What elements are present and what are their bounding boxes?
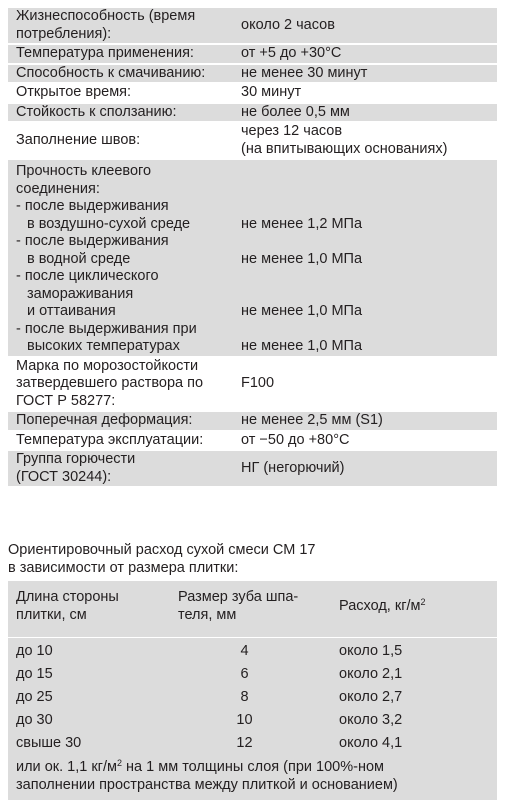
- property-row-open-time: [8, 84, 497, 102]
- property-value: через 12 часов (на впитывающих основаниях): [241, 123, 448, 157]
- property-row-service-temperature: [8, 432, 497, 450]
- header-divider: [8, 637, 497, 638]
- property-row-pot-life: [8, 8, 497, 43]
- property-value: около 2 часов: [241, 17, 335, 33]
- header-consumption-rate: Расход, $кг/м^2$: [339, 597, 426, 614]
- property-row-application-temperature: [8, 45, 497, 63]
- property-row-slip-resistance: [8, 104, 497, 122]
- property-value: не менее 1,2 МПа не менее 1,0 МПа не менее 1,0 МПа не менее 1,0 МПа: [241, 215, 363, 354]
- property-label: Заполнение швов:: [16, 132, 141, 148]
- property-row-frost-resistance: [8, 358, 497, 411]
- property-label: Стойкость к сползанию:: [16, 103, 177, 120]
- property-label: Поперечная деформация:: [16, 412, 193, 428]
- table-row: до 15 6 около 2,1: [16, 665, 403, 682]
- property-label: Температура применения:: [16, 45, 194, 61]
- property-label: Способность к смачиванию:: [16, 64, 206, 81]
- property-label: Группа горючести (ГОСТ 30244):: [16, 451, 136, 485]
- property-value: не более 0,5 мм: [241, 103, 350, 120]
- property-label: Жизнеспособность (время потребления):: [16, 8, 196, 42]
- table-row: свыше 30 12 около 4,1: [16, 734, 403, 751]
- consumption-table: [8, 581, 497, 800]
- header-trowel-tooth: Размер зуба шпа- теля, мм: [178, 589, 299, 623]
- property-row-joint-filling: [8, 123, 497, 158]
- property-value: не менее 2,5 мм (S1): [241, 412, 383, 428]
- property-value: от −50 до +80°C: [241, 431, 350, 448]
- property-value: F100: [241, 374, 275, 391]
- consumption-section: [8, 542, 497, 800]
- property-label: Марка по морозостойкости затвердевшего раствора по ГОСТ Р 58277:: [16, 357, 204, 409]
- table-row: до 30 10 около 3,2: [16, 711, 403, 728]
- property-row-transverse-deformation: [8, 412, 497, 430]
- properties-table: [8, 8, 497, 488]
- table-header: [8, 589, 497, 637]
- property-value: НГ (негорючий): [241, 460, 345, 476]
- property-label: Открытое время:: [16, 84, 132, 100]
- header-tile-side: Длина стороны плитки, см: [16, 589, 119, 623]
- consumption-note: или ок. 1,1 $кг/м^2$ на 1 мм толщины слоя (при 100%-ном заполнении пространства между плиткой и основанием): [16, 758, 398, 793]
- property-value: 30 минут: [241, 84, 302, 100]
- table-row: до 25 8 около 2,7: [16, 688, 403, 705]
- property-label: Температура эксплуатации:: [16, 431, 204, 448]
- consumption-title: Ориентировочный расход сухой смеси СМ 17 в зависимости от размера плитки:: [8, 542, 316, 576]
- property-value: не менее 30 минут: [241, 64, 368, 81]
- property-row-bond-strength: [8, 160, 497, 356]
- property-row-flammability: [8, 451, 497, 486]
- property-row-wetting-ability: [8, 65, 497, 83]
- table-row: до 10 4 около 1,5: [16, 642, 403, 659]
- property-value: от +5 до +30°C: [241, 45, 342, 61]
- property-label: Прочность клеевого соединения: - после выдерживания в воздушно-сухой среде - после выдерживания в водной среде - после циклического замораживания и оттаивания - после выдерживания при высоких температурах: [16, 163, 197, 354]
